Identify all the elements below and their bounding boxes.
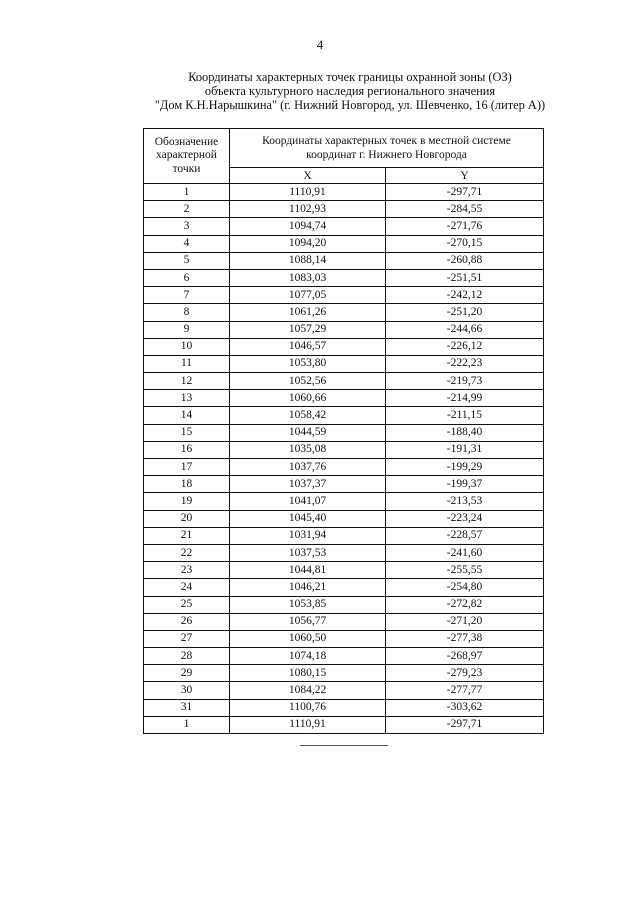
- cell-y: -219,73: [386, 373, 544, 390]
- cell-x: 1037,37: [230, 476, 386, 493]
- cell-point: 28: [144, 648, 230, 665]
- table-row: [144, 459, 544, 476]
- cell-point: 21: [144, 527, 230, 544]
- cell-y: -242,12: [386, 287, 544, 304]
- cell-y: -268,97: [386, 648, 544, 665]
- cell-y: -279,23: [386, 665, 544, 682]
- cell-y: -223,24: [386, 510, 544, 527]
- table-row: [144, 699, 544, 716]
- header-system-line-2: координат г. Нижнего Новгорода: [306, 149, 467, 161]
- cell-y: -284,55: [386, 201, 544, 218]
- table-row: [144, 407, 544, 424]
- table-row: [144, 596, 544, 613]
- table-row: [144, 304, 544, 321]
- table-row: [144, 355, 544, 372]
- cell-point: 12: [144, 373, 230, 390]
- table-row: [144, 201, 544, 218]
- cell-x: 1031,94: [230, 527, 386, 544]
- cell-x: 1052,56: [230, 373, 386, 390]
- header-point-line-1: Обозначение: [154, 135, 219, 148]
- cell-y: -228,57: [386, 527, 544, 544]
- cell-x: 1046,57: [230, 338, 386, 355]
- cell-x: 1060,66: [230, 390, 386, 407]
- cell-x: 1053,80: [230, 355, 386, 372]
- cell-y: -222,23: [386, 355, 544, 372]
- cell-y: -271,20: [386, 613, 544, 630]
- cell-point: 13: [144, 390, 230, 407]
- cell-point: 23: [144, 562, 230, 579]
- cell-x: 1100,76: [230, 699, 386, 716]
- cell-y: -272,82: [386, 596, 544, 613]
- header-point-line-2: характерной: [156, 149, 217, 162]
- cell-y: -260,88: [386, 252, 544, 269]
- cell-y: -303,62: [386, 699, 544, 716]
- header-coordinate-system: [230, 129, 544, 168]
- table-body: [144, 184, 544, 734]
- table-row: [144, 218, 544, 235]
- cell-x: 1037,53: [230, 544, 386, 561]
- cell-y: -251,20: [386, 304, 544, 321]
- cell-y: -271,76: [386, 218, 544, 235]
- table-row: [144, 321, 544, 338]
- cell-y: -191,31: [386, 441, 544, 458]
- cell-point: 5: [144, 252, 230, 269]
- cell-point: 19: [144, 493, 230, 510]
- table-row: [144, 613, 544, 630]
- cell-x: 1060,50: [230, 630, 386, 647]
- cell-point: 1: [144, 716, 230, 733]
- cell-point: 27: [144, 630, 230, 647]
- table-row: [144, 287, 544, 304]
- cell-x: 1110,91: [230, 716, 386, 733]
- cell-x: 1035,08: [230, 441, 386, 458]
- cell-x: 1077,05: [230, 287, 386, 304]
- header-system-line-1: Координаты характерных точек в местной системе: [262, 135, 511, 147]
- cell-x: 1045,40: [230, 510, 386, 527]
- cell-point: 2: [144, 201, 230, 218]
- page-number: 4: [316, 37, 324, 52]
- cell-y: -213,53: [386, 493, 544, 510]
- cell-y: -254,80: [386, 579, 544, 596]
- cell-y: -244,66: [386, 321, 544, 338]
- cell-point: 15: [144, 424, 230, 441]
- cell-y: -226,12: [386, 338, 544, 355]
- cell-x: 1074,18: [230, 648, 386, 665]
- table-row: [144, 424, 544, 441]
- cell-x: 1037,76: [230, 459, 386, 476]
- cell-x: 1058,42: [230, 407, 386, 424]
- cell-point: 31: [144, 699, 230, 716]
- cell-y: -188,40: [386, 424, 544, 441]
- cell-x: 1084,22: [230, 682, 386, 699]
- cell-point: 6: [144, 269, 230, 286]
- cell-point: 10: [144, 338, 230, 355]
- table-row: [144, 562, 544, 579]
- cell-y: -199,37: [386, 476, 544, 493]
- cell-y: -255,55: [386, 562, 544, 579]
- cell-y: -297,71: [386, 716, 544, 733]
- cell-point: 11: [144, 355, 230, 372]
- cell-x: 1080,15: [230, 665, 386, 682]
- table-row: [144, 476, 544, 493]
- cell-y: -214,99: [386, 390, 544, 407]
- cell-x: 1056,77: [230, 613, 386, 630]
- cell-x: 1057,29: [230, 321, 386, 338]
- table-row: [144, 235, 544, 252]
- cell-point: 30: [144, 682, 230, 699]
- cell-point: 17: [144, 459, 230, 476]
- cell-point: 1: [144, 184, 230, 201]
- cell-y: -277,77: [386, 682, 544, 699]
- table-row: [144, 252, 544, 269]
- header-x: X: [230, 168, 386, 184]
- table-row: [144, 390, 544, 407]
- cell-x: 1094,20: [230, 235, 386, 252]
- cell-point: 26: [144, 613, 230, 630]
- cell-x: 1110,91: [230, 184, 386, 201]
- cell-point: 20: [144, 510, 230, 527]
- cell-x: 1044,81: [230, 562, 386, 579]
- cell-point: 3: [144, 218, 230, 235]
- table-row: [144, 648, 544, 665]
- cell-point: 9: [144, 321, 230, 338]
- table-row: [144, 665, 544, 682]
- title-line-1: Координаты характерных точек границы охранной зоны (ОЗ): [188, 70, 512, 84]
- cell-point: 22: [144, 544, 230, 561]
- cell-point: 18: [144, 476, 230, 493]
- cell-y: -270,15: [386, 235, 544, 252]
- table-row: [144, 510, 544, 527]
- table-row: [144, 373, 544, 390]
- cell-y: -211,15: [386, 407, 544, 424]
- table-row: [144, 338, 544, 355]
- header-point-line-3: точки: [172, 162, 201, 175]
- coordinates-table: [143, 128, 544, 734]
- cell-y: -297,71: [386, 184, 544, 201]
- cell-point: 16: [144, 441, 230, 458]
- cell-y: -199,29: [386, 459, 544, 476]
- footer-separator-line: [300, 745, 388, 746]
- table-row: [144, 527, 544, 544]
- cell-point: 25: [144, 596, 230, 613]
- header-y: Y: [386, 168, 544, 184]
- cell-y: -241,60: [386, 544, 544, 561]
- cell-x: 1094,74: [230, 218, 386, 235]
- table-row: [144, 544, 544, 561]
- cell-point: 14: [144, 407, 230, 424]
- title-line-2: объекта культурного наследия регионального значения: [204, 84, 496, 98]
- cell-point: 24: [144, 579, 230, 596]
- table-row: [144, 579, 544, 596]
- document-title: [0, 70, 640, 112]
- table-row: [144, 441, 544, 458]
- header-point-designation: [144, 129, 230, 184]
- cell-x: 1053,85: [230, 596, 386, 613]
- cell-x: 1088,14: [230, 252, 386, 269]
- table-row: [144, 184, 544, 201]
- cell-x: 1061,26: [230, 304, 386, 321]
- cell-point: 7: [144, 287, 230, 304]
- cell-x: 1041,07: [230, 493, 386, 510]
- table-row: [144, 493, 544, 510]
- table-row: [144, 682, 544, 699]
- title-line-3: "Дом К.Н.Нарышкина" (г. Нижний Новгород, ул. Шевченко, 16 (литер А)): [154, 98, 546, 112]
- cell-point: 4: [144, 235, 230, 252]
- table-row: [144, 716, 544, 733]
- table-row: [144, 630, 544, 647]
- table-row: [144, 269, 544, 286]
- cell-x: 1046,21: [230, 579, 386, 596]
- cell-y: -251,51: [386, 269, 544, 286]
- cell-x: 1083,03: [230, 269, 386, 286]
- cell-point: 8: [144, 304, 230, 321]
- cell-x: 1102,93: [230, 201, 386, 218]
- cell-y: -277,38: [386, 630, 544, 647]
- cell-x: 1044,59: [230, 424, 386, 441]
- cell-point: 29: [144, 665, 230, 682]
